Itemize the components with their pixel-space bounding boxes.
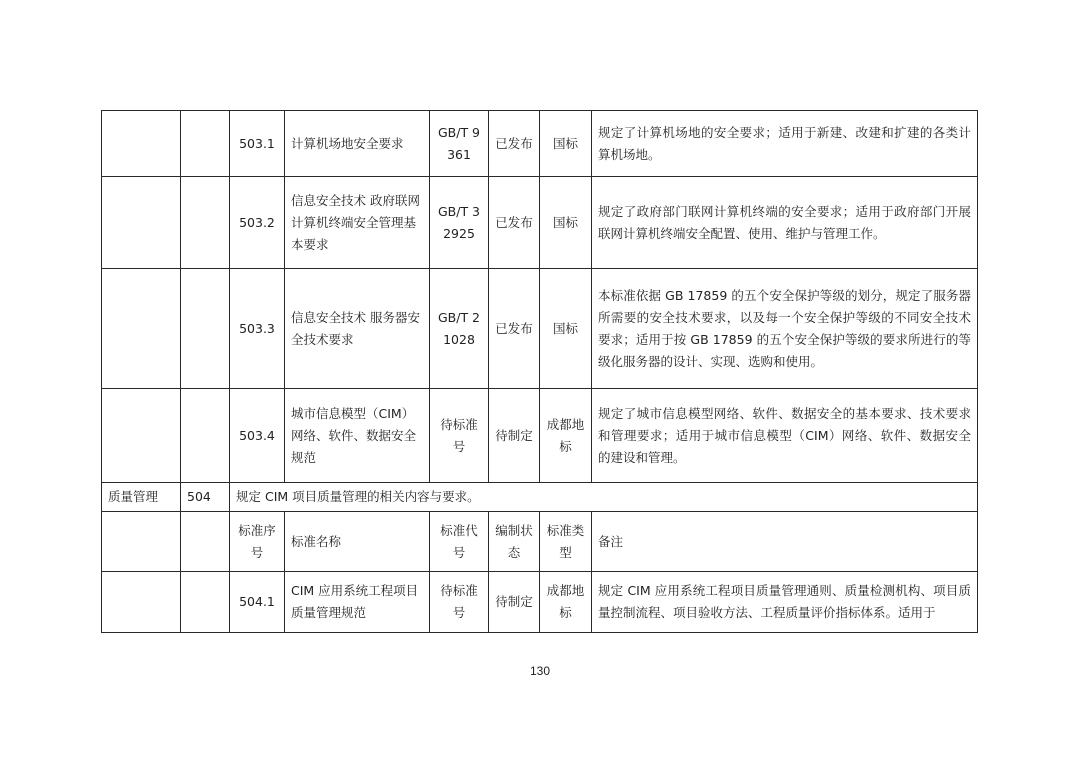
standard-number: 503.1 [230, 111, 285, 177]
standard-code: GB/T 21028 [430, 269, 489, 389]
standard-code: 待标准号 [430, 389, 489, 483]
section-description: 规定 CIM 项目质量管理的相关内容与要求。 [230, 483, 978, 512]
header-name: 标准名称 [285, 512, 430, 572]
standard-status: 待制定 [489, 389, 540, 483]
page-number: 130 [529, 664, 551, 678]
standard-status: 已发布 [489, 177, 540, 269]
empty-cell [181, 389, 230, 483]
table-header-row [102, 512, 978, 572]
standard-code: GB/T 32925 [430, 177, 489, 269]
standard-category: 成都地标 [540, 389, 592, 483]
standard-category: 国标 [540, 177, 592, 269]
standard-name: 信息安全技术 政府联网计算机终端安全管理基本要求 [285, 177, 430, 269]
header-number: 标准序号 [230, 512, 285, 572]
header-note: 备注 [592, 512, 978, 572]
standard-name: 城市信息模型（CIM）网络、软件、数据安全规范 [285, 389, 430, 483]
standards-table [101, 110, 978, 633]
standard-number: 504.1 [230, 572, 285, 633]
standard-number: 503.2 [230, 177, 285, 269]
standard-note: 规定了政府部门联网计算机终端的安全要求；适用于政府部门开展联网计算机终端安全配置、使用、维护与管理工作。 [592, 177, 978, 269]
section-row [102, 483, 978, 512]
empty-cell [102, 111, 181, 177]
standard-note: 规定了城市信息模型网络、软件、数据安全的基本要求、技术要求和管理要求；适用于城市信息模型（CIM）网络、软件、数据安全的建设和管理。 [592, 389, 978, 483]
empty-cell [181, 512, 230, 572]
header-status: 编制状态 [489, 512, 540, 572]
standard-number: 503.3 [230, 269, 285, 389]
standard-status: 已发布 [489, 111, 540, 177]
standard-category: 国标 [540, 111, 592, 177]
empty-cell [181, 572, 230, 633]
standard-note: 本标准依据 GB 17859 的五个安全保护等级的划分，规定了服务器所需要的安全技术要求，以及每一个安全保护等级的不同安全技术要求；适用于按 GB 17859 的五个安全保护等级的要求所进行的等级化服务器的设计、实现、选购和使用。 [592, 269, 978, 389]
empty-cell [102, 512, 181, 572]
standard-status: 待制定 [489, 572, 540, 633]
standard-name: CIM 应用系统工程项目质量管理规范 [285, 572, 430, 633]
section-code: 504 [181, 483, 230, 512]
empty-cell [102, 177, 181, 269]
empty-cell [181, 269, 230, 389]
standard-category: 国标 [540, 269, 592, 389]
standard-name: 计算机场地安全要求 [285, 111, 430, 177]
empty-cell [102, 572, 181, 633]
empty-cell [181, 177, 230, 269]
standard-code: 待标准号 [430, 572, 489, 633]
section-title: 质量管理 [102, 483, 181, 512]
empty-cell [102, 269, 181, 389]
table-row [102, 572, 978, 633]
table-row [102, 111, 978, 177]
table-row [102, 389, 978, 483]
standard-note: 规定 CIM 应用系统工程项目质量管理通则、质量检测机构、项目质量控制流程、项目验收方法、工程质量评价指标体系。适用于 [592, 572, 978, 633]
standard-note: 规定了计算机场地的安全要求；适用于新建、改建和扩建的各类计算机场地。 [592, 111, 978, 177]
header-code: 标准代号 [430, 512, 489, 572]
standard-number: 503.4 [230, 389, 285, 483]
standard-category: 成都地标 [540, 572, 592, 633]
standard-code: GB/T 9361 [430, 111, 489, 177]
empty-cell [181, 111, 230, 177]
empty-cell [102, 389, 181, 483]
table-row [102, 269, 978, 389]
standard-status: 已发布 [489, 269, 540, 389]
header-category: 标准类型 [540, 512, 592, 572]
standard-name: 信息安全技术 服务器安全技术要求 [285, 269, 430, 389]
table-row [102, 177, 978, 269]
